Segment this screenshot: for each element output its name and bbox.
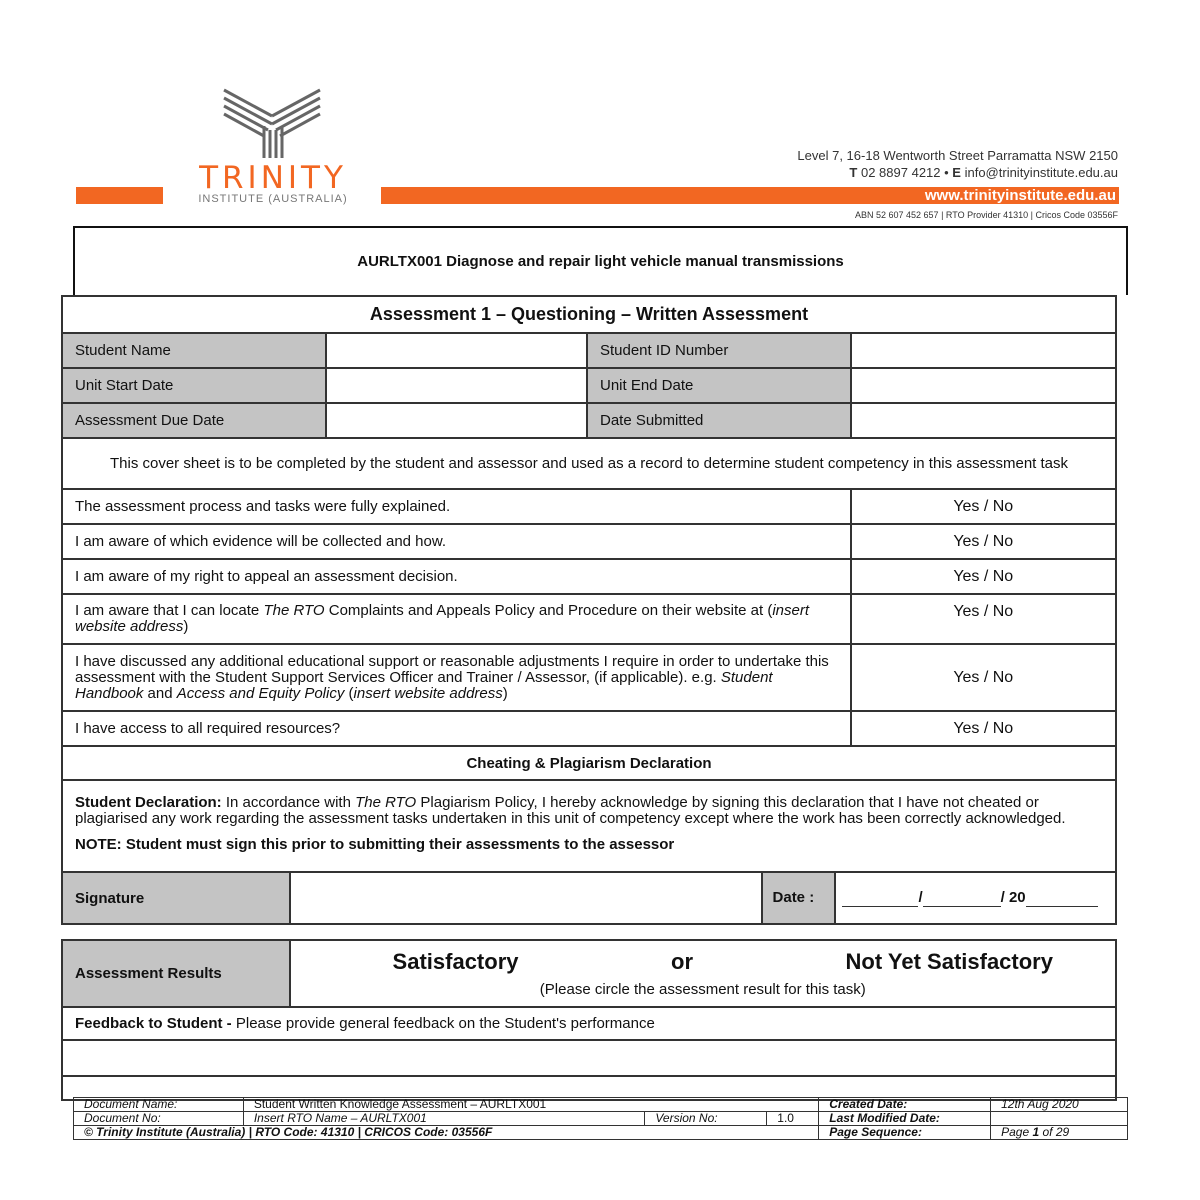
signature-label: Signature: [62, 872, 290, 924]
logo-accent-bar-left: [76, 187, 163, 204]
check-resources: I have access to all required resources?: [62, 711, 851, 746]
student-id-field[interactable]: [851, 333, 1116, 368]
due-date-label: Assessment Due Date: [62, 403, 326, 438]
copyright-line: © Trinity Institute (Australia) | RTO Code: 41310 | CRICOS Code: 03556F: [74, 1126, 819, 1140]
page-sequence: Page 1 of 29: [991, 1126, 1128, 1140]
modified-date: [991, 1112, 1128, 1126]
signature-field[interactable]: [290, 872, 762, 924]
contact-line: T 02 8897 4212 • E info@trinityinstitute.edu.au: [849, 165, 1118, 180]
yes-no-resources[interactable]: Yes / No: [851, 711, 1116, 746]
yes-no-support[interactable]: Yes / No: [851, 644, 1116, 711]
yes-no-evidence[interactable]: Yes / No: [851, 524, 1116, 559]
results-label: Assessment Results: [62, 940, 290, 1007]
assessment-title: Assessment 1 – Questioning – Written Assessment: [62, 296, 1116, 333]
yes-no-appeal[interactable]: Yes / No: [851, 559, 1116, 594]
abn-line: ABN 52 607 452 657 | RTO Provider 41310 | Cricos Code 03556F: [855, 210, 1118, 220]
unit-start-label: Unit Start Date: [62, 368, 326, 403]
cover-sheet-table: [61, 295, 1117, 873]
cover-note: This cover sheet is to be completed by the student and assessor and used as a record to determine student competency in this assessment task: [62, 438, 1116, 489]
phone-number: 02 8897 4212: [860, 165, 941, 180]
created-label: Created Date:: [819, 1098, 991, 1112]
results-options: [290, 940, 1116, 1007]
check-explained: The assessment process and tasks were fully explained.: [62, 489, 851, 524]
check-support: I have discussed any additional educational support or reasonable adjustments I require in order to undertake this assessment with the Student Support Services Officer and Trainer / Assessor, (if applicable). e.g. Student Handbook and Access and Equity Policy (insert website address): [62, 644, 851, 711]
student-name-label: Student Name: [62, 333, 326, 368]
or-text: or: [671, 949, 694, 974]
check-evidence: I am aware of which evidence will be collected and how.: [62, 524, 851, 559]
date-submitted-field[interactable]: [851, 403, 1116, 438]
version-label: Version No:: [645, 1112, 767, 1126]
unit-title-box: [73, 226, 1128, 295]
website-link[interactable]: www.trinityinstitute.edu.au: [924, 187, 1116, 204]
email-address: info@trinityinstitute.edu.au: [964, 165, 1118, 180]
declaration-text: Student Declaration: In accordance with The RTO Plagiarism Policy, I hereby acknowledge by signing this declaration that I have not cheated or plagiarised any work regarding the assessment tasks undertaken in this unit of competency except where the work has been correctly acknowledged. NOTE: Student must sign this prior to submitting their assessments to the assessor: [62, 780, 1116, 872]
student-name-field[interactable]: [326, 333, 587, 368]
page-sequence-label: Page Sequence:: [819, 1126, 991, 1140]
email-label: E: [952, 165, 961, 180]
date-label: Date :: [762, 872, 836, 924]
student-id-label: Student ID Number: [587, 333, 851, 368]
signature-table: [61, 871, 1117, 925]
unit-start-field[interactable]: [326, 368, 587, 403]
date-submitted-label: Date Submitted: [587, 403, 851, 438]
feedback-field[interactable]: [62, 1040, 1116, 1076]
created-date: 12th Aug 2020: [991, 1098, 1128, 1112]
yes-no-explained[interactable]: Yes / No: [851, 489, 1116, 524]
document-footer: [73, 1097, 1128, 1140]
satisfactory-option[interactable]: Satisfactory: [392, 949, 519, 974]
version-number: 1.0: [767, 1112, 819, 1126]
check-appeal: I am aware of my right to appeal an assessment decision.: [62, 559, 851, 594]
due-date-field[interactable]: [326, 403, 587, 438]
unit-end-label: Unit End Date: [587, 368, 851, 403]
doc-no-label: Document No:: [74, 1112, 244, 1126]
check-complaints: I am aware that I can locate The RTO Complaints and Appeals Policy and Procedure on their website at (insert website address): [62, 594, 851, 644]
doc-no: Insert RTO Name – AURLTX001: [243, 1112, 645, 1126]
unit-end-field[interactable]: [851, 368, 1116, 403]
trinity-logo-mark: [220, 86, 324, 162]
doc-name-label: Document Name:: [74, 1098, 244, 1112]
logo-subtitle: INSTITUTE (AUSTRALIA): [198, 193, 348, 205]
not-yet-satisfactory-option[interactable]: Not Yet Satisfactory: [845, 949, 1053, 974]
phone-label: T: [849, 165, 858, 180]
results-table: [61, 939, 1117, 1101]
declaration-heading: Cheating & Plagiarism Declaration: [62, 746, 1116, 780]
doc-name: Student Written Knowledge Assessment – AURLTX001: [243, 1098, 818, 1112]
unit-title: AURLTX001 Diagnose and repair light vehicle manual transmissions: [357, 253, 844, 270]
feedback-heading: Feedback to Student - Please provide general feedback on the Student's performance: [62, 1007, 1116, 1040]
declaration-note: NOTE: Student must sign this prior to submitting their assessments to the assessor: [75, 836, 675, 853]
yes-no-complaints[interactable]: Yes / No: [851, 594, 1116, 644]
date-field[interactable]: / / 20: [835, 872, 1116, 924]
modified-label: Last Modified Date:: [819, 1112, 991, 1126]
logo-wordmark: TRINITY: [199, 160, 347, 196]
institute-address: Level 7, 16-18 Wentworth Street Parramatta NSW 2150: [797, 148, 1118, 163]
results-instruction: (Please circle the assessment result for this task): [539, 981, 866, 998]
